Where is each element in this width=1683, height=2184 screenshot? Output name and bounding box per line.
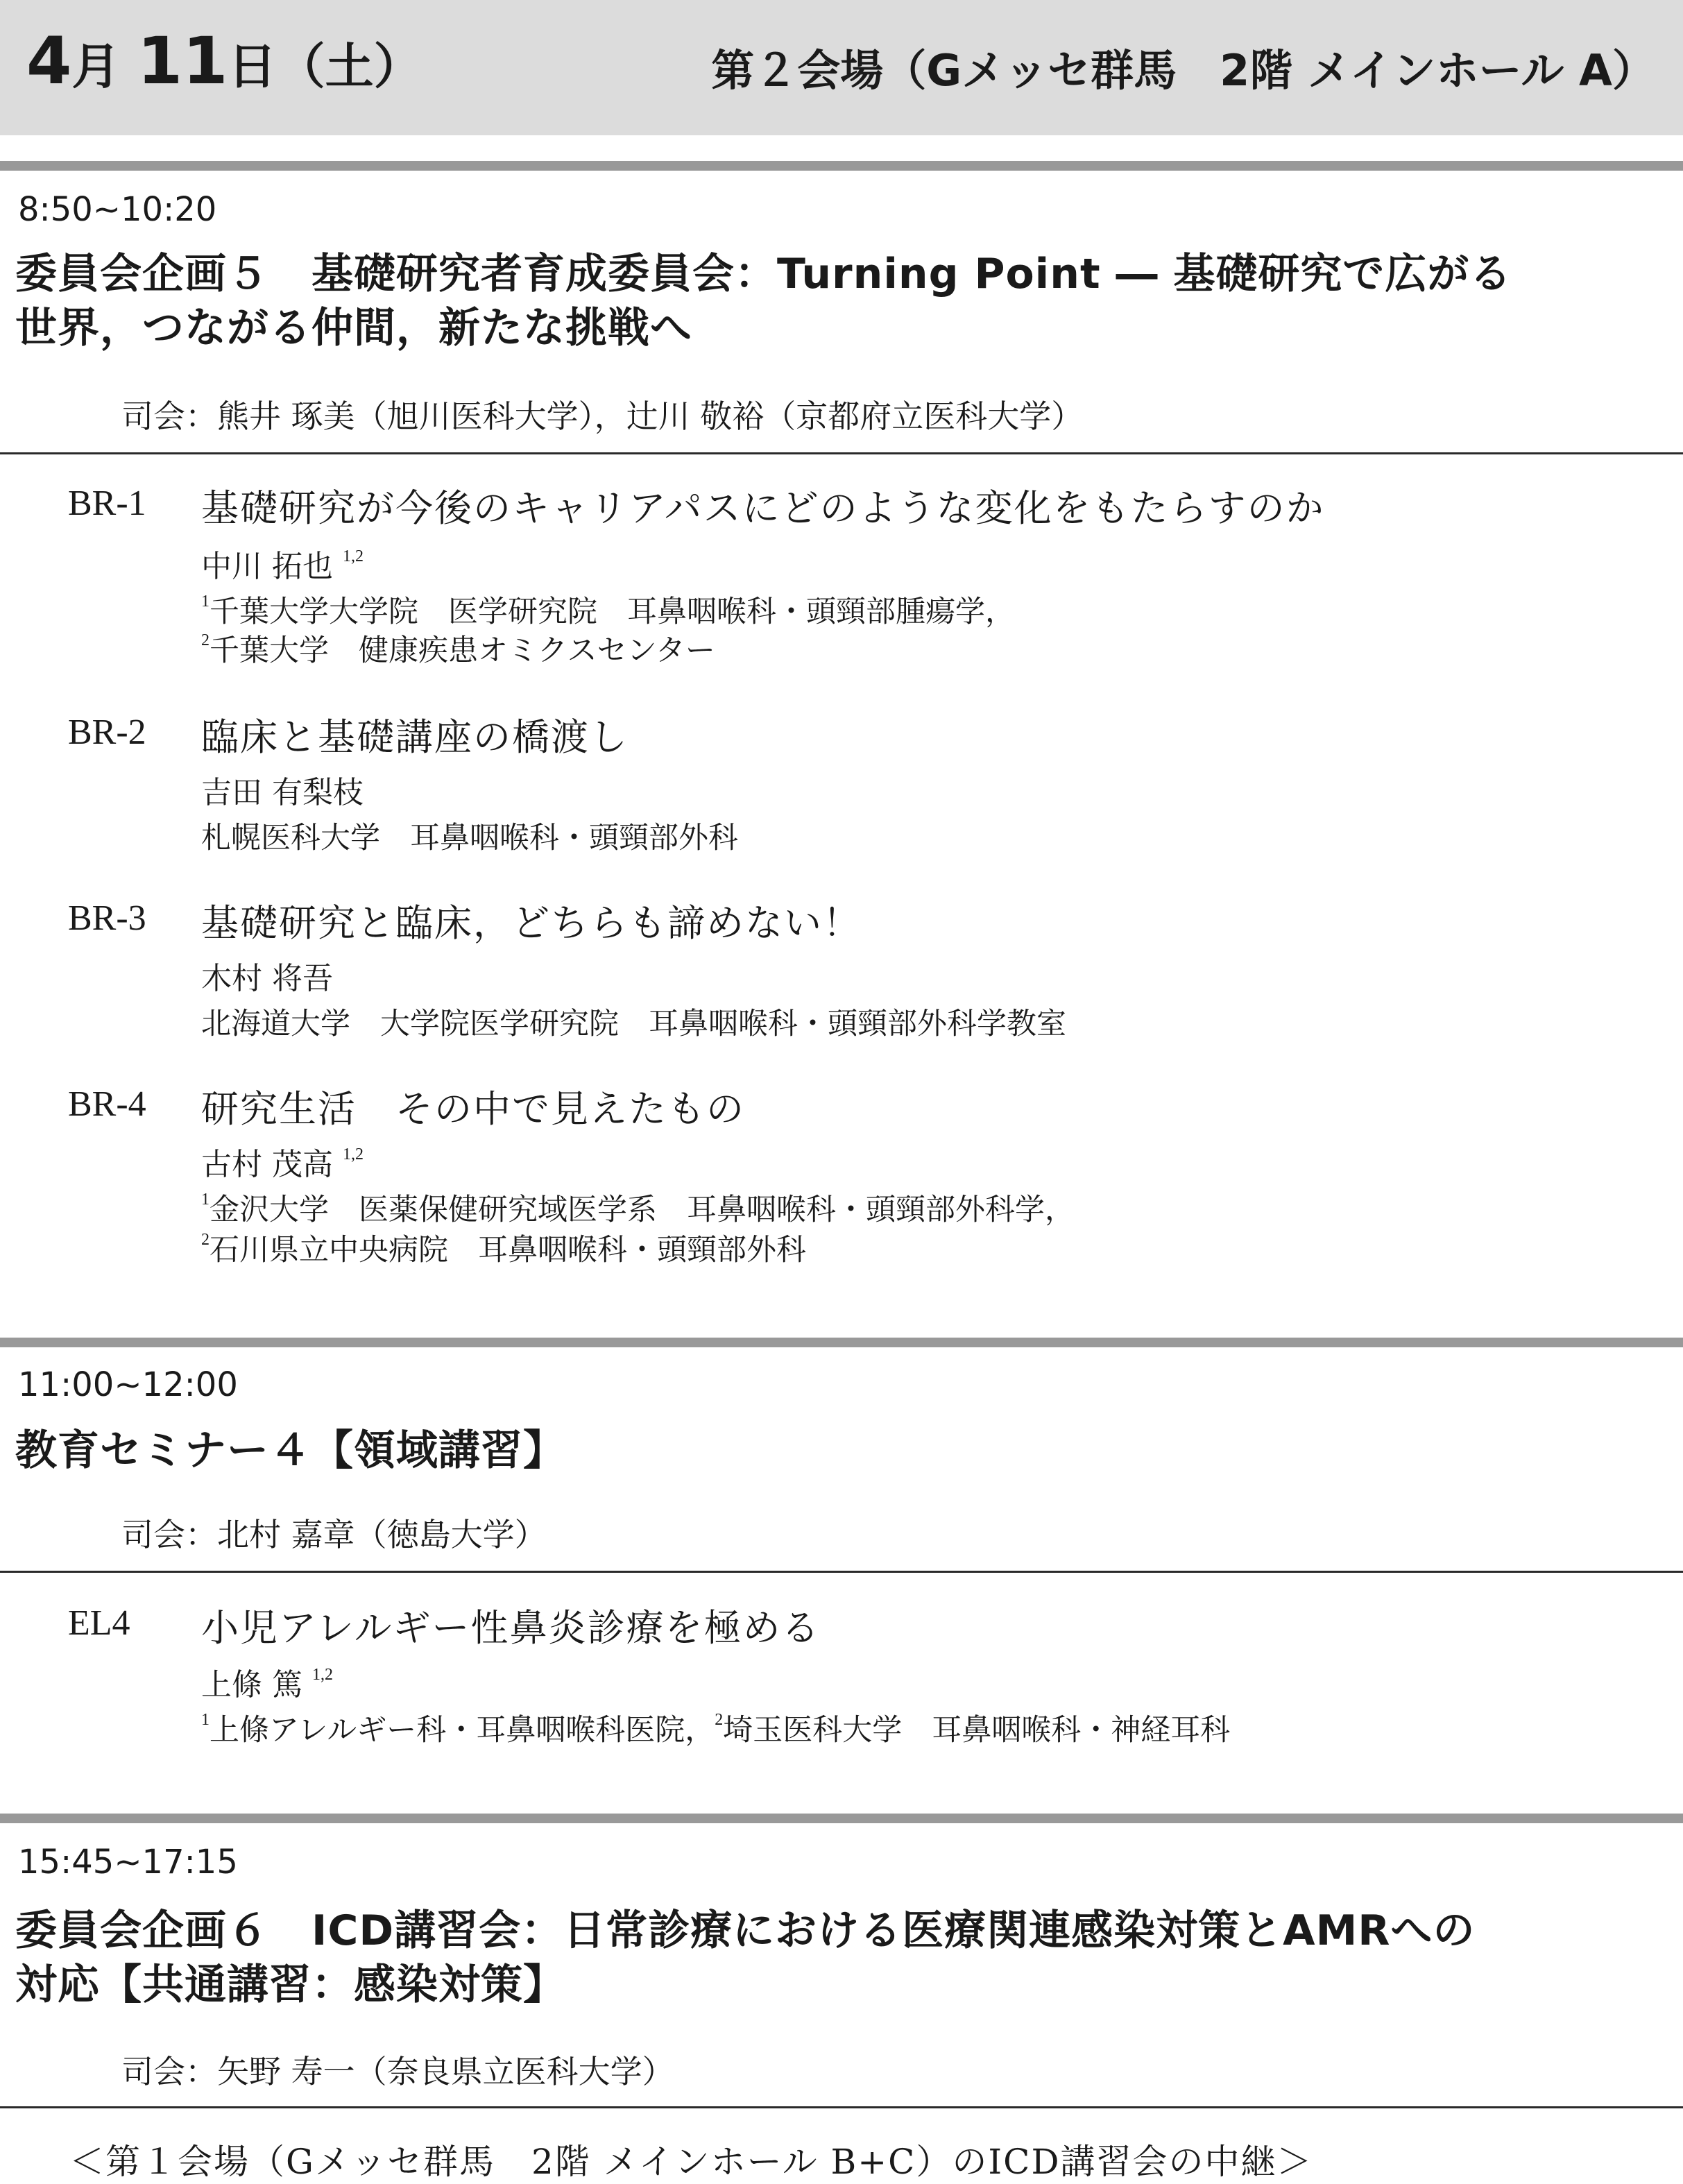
br4-title: 研究生活 その中で見えたもの (201, 1087, 745, 1131)
br2-title: 臨床と基礎講座の橋渡し (201, 715, 629, 759)
el4-author-name: 上條 篤 (201, 1667, 302, 1703)
br1-author-sup: 1,2 (343, 547, 364, 565)
session1-time: 8:50~10:20 (18, 190, 217, 229)
session1-chair: 司会：熊井 琢美（旭川医科大学），辻川 敬裕（京都府立医科大学） (121, 398, 1084, 435)
br4-aff1 (201, 1186, 1075, 1229)
header-venue: 第２会場（Gメッセ群馬 2階 メインホール A） (711, 45, 1655, 96)
br3-aff1: 北海道大学 大学院医学研究院 耳鼻咽喉科・頭頸部外科学教室 (201, 1007, 1066, 1041)
br1-aff1-sup: 1 (201, 592, 210, 611)
br1-code: BR-1 (68, 484, 146, 523)
el4-aff-sup2: 2 (715, 1711, 724, 1729)
session1-title-line2: 世界，つながる仲間，新たな挑戦へ (15, 304, 692, 352)
br3-code: BR-3 (68, 898, 146, 938)
session2-time: 11:00~12:00 (18, 1365, 238, 1404)
session2-title: 教育セミナー４【領域講習】 (15, 1426, 565, 1475)
el4-code: EL4 (68, 1603, 130, 1643)
header-date (26, 24, 422, 99)
br1-aff1-text: 千葉大学大学院 医学研究院 耳鼻咽喉科・頭頸部腫瘍学， (210, 595, 1015, 629)
br4-aff2-sup: 2 (201, 1231, 210, 1249)
br4-author-name: 古村 茂高 (201, 1147, 333, 1182)
br1-aff2-text: 千葉大学 健康疾患オミクスセンター (210, 633, 715, 668)
br4-aff2-text: 石川県立中央病院 耳鼻咽喉科・頭頸部外科 (210, 1233, 806, 1268)
session3-title (15, 1904, 1666, 2012)
section-divider (0, 1338, 1683, 1347)
section-divider (0, 161, 1683, 171)
chair-divider (0, 452, 1683, 454)
br4-author-sup: 1,2 (343, 1145, 364, 1163)
br4-author (201, 1139, 364, 1184)
br2-author: 吉田 有梨枝 (201, 775, 364, 810)
br2-code: BR-2 (68, 713, 146, 752)
session2-chair: 司会：北村 嘉章（徳島大学） (121, 1516, 547, 1553)
el4-aff-sup1: 1 (201, 1711, 210, 1729)
br4-aff1-text: 金沢大学 医薬保健研究域医学系 耳鼻咽喉科・頭頸部外科学， (210, 1193, 1075, 1227)
el4-author-sup: 1,2 (312, 1666, 333, 1684)
chair-divider (0, 1571, 1683, 1573)
session3-title-line2: 対応【共通講習：感染対策】 (15, 1961, 565, 2009)
header-day-unit: 日 (228, 38, 277, 95)
session3-time: 15:45~17:15 (18, 1843, 238, 1882)
el4-aff (201, 1707, 1230, 1749)
br4-aff1-sup: 1 (201, 1191, 210, 1209)
header-weekday: （土） (276, 38, 422, 95)
section-divider (0, 1814, 1683, 1823)
session1-title-line1: 委員会企画５ 基礎研究者育成委員会：Turning Point ― 基礎研究で広がる (15, 250, 1512, 298)
el4-aff-part2: 埼玉医科大学 耳鼻咽喉科・神経耳科 (723, 1713, 1231, 1748)
session3-relay-note: ＜第１会場（Gメッセ群馬 2階 メインホール B+C）のICD講習会の中継＞ (69, 2142, 1313, 2182)
br4-code: BR-4 (68, 1084, 146, 1124)
br1-author (201, 541, 364, 586)
header-month: 4 (26, 24, 72, 99)
session3-chair: 司会：矢野 寿一（奈良県立医科大学） (121, 2053, 674, 2090)
chair-divider (0, 2106, 1683, 2108)
br1-aff2 (201, 627, 715, 669)
br3-author: 木村 将吾 (201, 961, 333, 996)
br1-aff1 (201, 588, 1015, 631)
el4-author (201, 1660, 333, 1704)
session3-title-line1: 委員会企画６ ICD講習会：日常診療における医療関連感染対策とAMRへの (15, 1906, 1476, 1955)
header-month-unit: 月 (71, 38, 121, 95)
el4-title: 小児アレルギー性鼻炎診療を極める (201, 1606, 821, 1650)
br1-aff2-sup: 2 (201, 631, 210, 649)
header-day: 11 (137, 24, 228, 99)
br1-author-name: 中川 拓也 (201, 549, 333, 584)
br1-title: 基礎研究が今後のキャリアパスにどのような変化をもたらすのか (201, 486, 1325, 530)
br3-title: 基礎研究と臨床，どちらも諦めない！ (201, 901, 862, 945)
br4-aff2 (201, 1227, 806, 1269)
el4-aff-part1: 上條アレルギー科・耳鼻咽喉科医院， (210, 1713, 715, 1748)
session1-title (15, 247, 1666, 355)
page-header (0, 0, 1683, 135)
br2-aff1: 札幌医科大学 耳鼻咽喉科・頭頸部外科 (201, 821, 738, 855)
